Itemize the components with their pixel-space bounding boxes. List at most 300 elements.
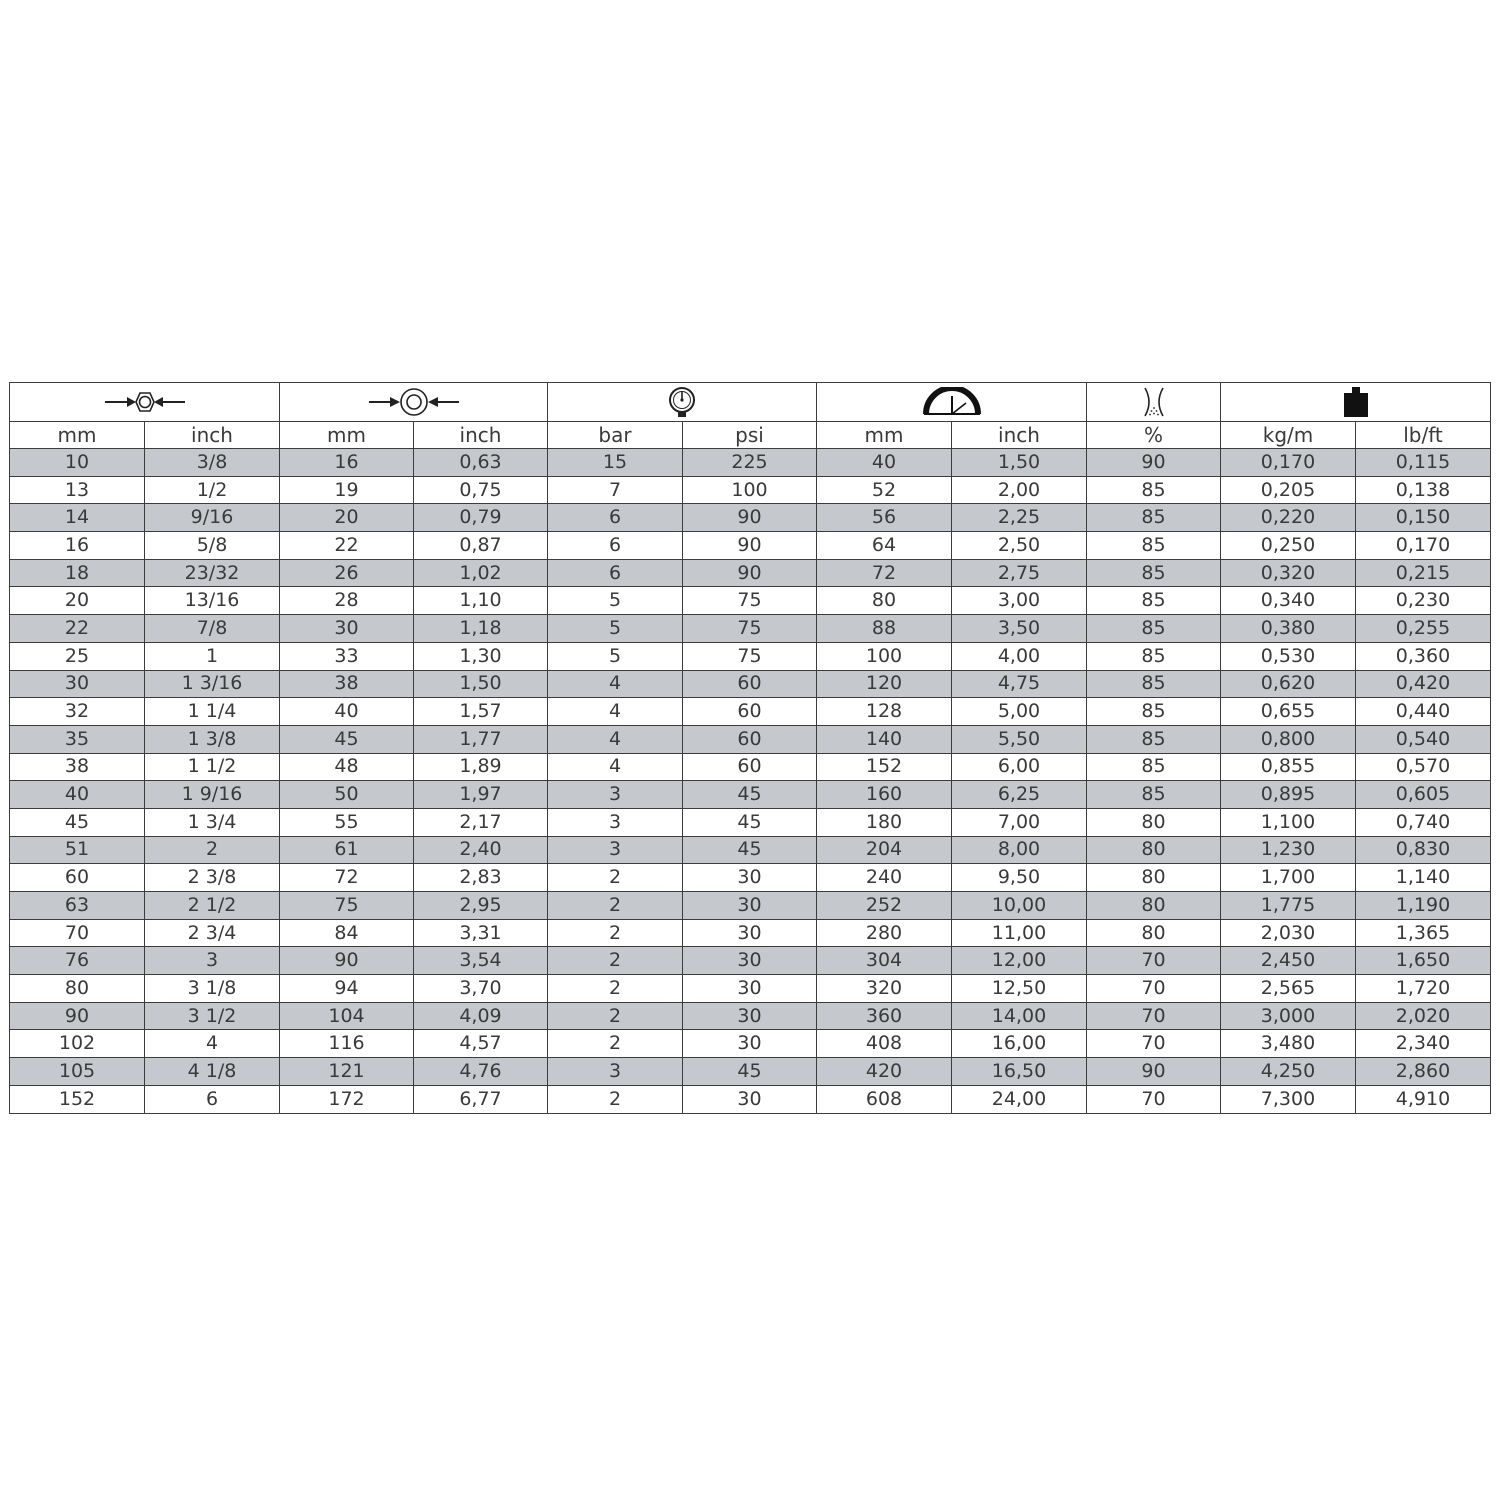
table-cell: 116 bbox=[280, 1030, 414, 1058]
hose-outer-diameter-icon bbox=[367, 387, 461, 417]
table-cell: 3,480 bbox=[1221, 1030, 1356, 1058]
table-cell: 2,020 bbox=[1356, 1002, 1491, 1030]
table-cell: 85 bbox=[1087, 725, 1221, 753]
table-cell: 2,860 bbox=[1356, 1058, 1491, 1086]
table-cell: 80 bbox=[817, 587, 952, 615]
table-cell: 1,02 bbox=[414, 559, 548, 587]
unit-header-row bbox=[10, 422, 1491, 449]
table-cell: 2 bbox=[548, 1030, 683, 1058]
table-cell: 2 bbox=[548, 1002, 683, 1030]
table-cell: 90 bbox=[683, 532, 817, 560]
table-cell: 3,000 bbox=[1221, 1002, 1356, 1030]
hose-specification-table bbox=[9, 382, 1491, 1114]
unit-label: bar bbox=[548, 422, 683, 449]
table-row bbox=[10, 919, 1491, 947]
table-cell: 1,89 bbox=[414, 753, 548, 781]
table-cell: 0,895 bbox=[1221, 781, 1356, 809]
table-cell: 60 bbox=[683, 670, 817, 698]
table-cell: 4,00 bbox=[952, 642, 1087, 670]
table-cell: 1,57 bbox=[414, 698, 548, 726]
table-cell: 40 bbox=[817, 449, 952, 477]
table-cell: 3,54 bbox=[414, 947, 548, 975]
table-cell: 5 bbox=[548, 587, 683, 615]
table-cell: 85 bbox=[1087, 670, 1221, 698]
icon-header-row bbox=[10, 383, 1491, 422]
table-cell: 80 bbox=[10, 975, 145, 1003]
table-row bbox=[10, 1030, 1491, 1058]
table-cell: 1,365 bbox=[1356, 919, 1491, 947]
table-cell: 2,565 bbox=[1221, 975, 1356, 1003]
table-cell: 172 bbox=[280, 1085, 414, 1113]
table-cell: 4 bbox=[145, 1030, 280, 1058]
outer-diameter-header bbox=[280, 383, 548, 422]
table-row bbox=[10, 559, 1491, 587]
table-cell: 0,138 bbox=[1356, 476, 1491, 504]
table-cell: 60 bbox=[10, 864, 145, 892]
table-cell: 0,340 bbox=[1221, 587, 1356, 615]
table-cell: 7,00 bbox=[952, 808, 1087, 836]
table-cell: 88 bbox=[817, 615, 952, 643]
table-cell: 60 bbox=[683, 753, 817, 781]
table-cell: 70 bbox=[10, 919, 145, 947]
table-cell: 2,50 bbox=[952, 532, 1087, 560]
table-cell: 25 bbox=[10, 642, 145, 670]
table-cell: 80 bbox=[1087, 864, 1221, 892]
table-cell: 50 bbox=[280, 781, 414, 809]
table-cell: 0,205 bbox=[1221, 476, 1356, 504]
weight-header bbox=[1221, 383, 1491, 422]
table-cell: 0,150 bbox=[1356, 504, 1491, 532]
table-cell: 55 bbox=[280, 808, 414, 836]
table-cell: 30 bbox=[280, 615, 414, 643]
table-cell: 3/8 bbox=[145, 449, 280, 477]
table-cell: 0,830 bbox=[1356, 836, 1491, 864]
table-cell: 152 bbox=[817, 753, 952, 781]
table-cell: 85 bbox=[1087, 532, 1221, 560]
table-cell: 45 bbox=[683, 808, 817, 836]
vacuum-icon bbox=[1142, 386, 1166, 418]
table-cell: 80 bbox=[1087, 892, 1221, 920]
table-cell: 1,775 bbox=[1221, 892, 1356, 920]
table-cell: 2,40 bbox=[414, 836, 548, 864]
table-cell: 4,250 bbox=[1221, 1058, 1356, 1086]
table-cell: 75 bbox=[683, 642, 817, 670]
table-row bbox=[10, 1002, 1491, 1030]
table-cell: 30 bbox=[683, 1002, 817, 1030]
table-cell: 2,95 bbox=[414, 892, 548, 920]
table-cell: 152 bbox=[10, 1085, 145, 1113]
table-cell: 45 bbox=[683, 836, 817, 864]
table-cell: 94 bbox=[280, 975, 414, 1003]
table-cell: 85 bbox=[1087, 753, 1221, 781]
table-row bbox=[10, 587, 1491, 615]
table-cell: 85 bbox=[1087, 781, 1221, 809]
table-cell: 5 bbox=[548, 642, 683, 670]
table-cell: 104 bbox=[280, 1002, 414, 1030]
table-cell: 1,140 bbox=[1356, 864, 1491, 892]
table-cell: 24,00 bbox=[952, 1085, 1087, 1113]
unit-label: lb/ft bbox=[1356, 422, 1491, 449]
table-row bbox=[10, 504, 1491, 532]
table-cell: 4 bbox=[548, 670, 683, 698]
inner-diameter-header bbox=[10, 383, 280, 422]
table-cell: 408 bbox=[817, 1030, 952, 1058]
table-cell: 0,115 bbox=[1356, 449, 1491, 477]
table-cell: 2 bbox=[548, 947, 683, 975]
table-cell: 0,620 bbox=[1221, 670, 1356, 698]
table-cell: 4 1/8 bbox=[145, 1058, 280, 1086]
table-cell: 72 bbox=[280, 864, 414, 892]
table-cell: 6 bbox=[145, 1085, 280, 1113]
table-cell: 70 bbox=[1087, 1030, 1221, 1058]
unit-label: inch bbox=[414, 422, 548, 449]
table-cell: 360 bbox=[817, 1002, 952, 1030]
table-cell: 16 bbox=[280, 449, 414, 477]
table-cell: 128 bbox=[817, 698, 952, 726]
table-cell: 4,910 bbox=[1356, 1085, 1491, 1113]
table-cell: 1,50 bbox=[414, 670, 548, 698]
table-cell: 9/16 bbox=[145, 504, 280, 532]
table-cell: 0,79 bbox=[414, 504, 548, 532]
table-cell: 30 bbox=[683, 947, 817, 975]
table-cell: 61 bbox=[280, 836, 414, 864]
table-cell: 0,220 bbox=[1221, 504, 1356, 532]
table-cell: 0,440 bbox=[1356, 698, 1491, 726]
table-cell: 45 bbox=[683, 1058, 817, 1086]
table-cell: 14,00 bbox=[952, 1002, 1087, 1030]
table-cell: 85 bbox=[1087, 642, 1221, 670]
table-cell: 102 bbox=[10, 1030, 145, 1058]
table-cell: 26 bbox=[280, 559, 414, 587]
table-cell: 10 bbox=[10, 449, 145, 477]
table-cell: 204 bbox=[817, 836, 952, 864]
table-cell: 0,605 bbox=[1356, 781, 1491, 809]
table-cell: 280 bbox=[817, 919, 952, 947]
table-cell: 2 1/2 bbox=[145, 892, 280, 920]
table-cell: 20 bbox=[10, 587, 145, 615]
table-row bbox=[10, 864, 1491, 892]
unit-label: mm bbox=[280, 422, 414, 449]
table-cell: 85 bbox=[1087, 476, 1221, 504]
table-cell: 75 bbox=[683, 615, 817, 643]
table-cell: 35 bbox=[10, 725, 145, 753]
table-cell: 80 bbox=[1087, 808, 1221, 836]
table-cell: 9,50 bbox=[952, 864, 1087, 892]
unit-label: inch bbox=[145, 422, 280, 449]
table-cell: 0,380 bbox=[1221, 615, 1356, 643]
table-cell: 30 bbox=[10, 670, 145, 698]
table-cell: 56 bbox=[817, 504, 952, 532]
table-cell: 8,00 bbox=[952, 836, 1087, 864]
table-row bbox=[10, 1085, 1491, 1113]
table-cell: 2,030 bbox=[1221, 919, 1356, 947]
table-cell: 45 bbox=[683, 781, 817, 809]
unit-label: mm bbox=[10, 422, 145, 449]
table-cell: 2 bbox=[548, 975, 683, 1003]
table-row bbox=[10, 476, 1491, 504]
table-cell: 608 bbox=[817, 1085, 952, 1113]
table-cell: 90 bbox=[10, 1002, 145, 1030]
table-row bbox=[10, 449, 1491, 477]
table-cell: 2,17 bbox=[414, 808, 548, 836]
table-cell: 13 bbox=[10, 476, 145, 504]
table-cell: 85 bbox=[1087, 615, 1221, 643]
table-cell: 0,360 bbox=[1356, 642, 1491, 670]
table-cell: 140 bbox=[817, 725, 952, 753]
table-cell: 100 bbox=[817, 642, 952, 670]
table-cell: 2 bbox=[145, 836, 280, 864]
table-cell: 13/16 bbox=[145, 587, 280, 615]
table-row bbox=[10, 642, 1491, 670]
table-cell: 4,09 bbox=[414, 1002, 548, 1030]
table-cell: 64 bbox=[817, 532, 952, 560]
table-cell: 30 bbox=[683, 864, 817, 892]
hose-inner-diameter-icon bbox=[103, 388, 187, 416]
table-cell: 420 bbox=[817, 1058, 952, 1086]
table-cell: 4 bbox=[548, 753, 683, 781]
table-cell: 1 3/16 bbox=[145, 670, 280, 698]
table-cell: 40 bbox=[10, 781, 145, 809]
table-cell: 45 bbox=[10, 808, 145, 836]
table-cell: 3,31 bbox=[414, 919, 548, 947]
table-cell: 70 bbox=[1087, 975, 1221, 1003]
table-cell: 85 bbox=[1087, 504, 1221, 532]
table-cell: 1,720 bbox=[1356, 975, 1491, 1003]
table-cell: 6 bbox=[548, 559, 683, 587]
table-cell: 2,00 bbox=[952, 476, 1087, 504]
table-cell: 5 bbox=[548, 615, 683, 643]
table-cell: 60 bbox=[683, 725, 817, 753]
table-cell: 0,255 bbox=[1356, 615, 1491, 643]
table-cell: 3 bbox=[145, 947, 280, 975]
table-cell: 0,655 bbox=[1221, 698, 1356, 726]
table-cell: 45 bbox=[280, 725, 414, 753]
table-cell: 5,50 bbox=[952, 725, 1087, 753]
table-cell: 2,450 bbox=[1221, 947, 1356, 975]
table-cell: 1 3/4 bbox=[145, 808, 280, 836]
table-cell: 90 bbox=[1087, 449, 1221, 477]
table-row bbox=[10, 725, 1491, 753]
table-cell: 1,77 bbox=[414, 725, 548, 753]
table-cell: 6 bbox=[548, 504, 683, 532]
table-cell: 1/2 bbox=[145, 476, 280, 504]
table-row bbox=[10, 947, 1491, 975]
table-cell: 1,190 bbox=[1356, 892, 1491, 920]
table-row bbox=[10, 1058, 1491, 1086]
weight-icon bbox=[1342, 386, 1370, 418]
table-cell: 72 bbox=[817, 559, 952, 587]
table-cell: 3 1/8 bbox=[145, 975, 280, 1003]
table-cell: 7,300 bbox=[1221, 1085, 1356, 1113]
table-cell: 1,10 bbox=[414, 587, 548, 615]
table-cell: 19 bbox=[280, 476, 414, 504]
table-cell: 90 bbox=[683, 504, 817, 532]
table-cell: 0,170 bbox=[1221, 449, 1356, 477]
working-pressure-header bbox=[548, 383, 817, 422]
table-cell: 4 bbox=[548, 725, 683, 753]
table-cell: 2,75 bbox=[952, 559, 1087, 587]
table-cell: 2,25 bbox=[952, 504, 1087, 532]
table-cell: 225 bbox=[683, 449, 817, 477]
table-cell: 2 bbox=[548, 892, 683, 920]
table-row bbox=[10, 836, 1491, 864]
table-row bbox=[10, 892, 1491, 920]
table-cell: 160 bbox=[817, 781, 952, 809]
table-cell: 22 bbox=[280, 532, 414, 560]
table-cell: 16,00 bbox=[952, 1030, 1087, 1058]
table-cell: 63 bbox=[10, 892, 145, 920]
table-cell: 38 bbox=[10, 753, 145, 781]
unit-label: mm bbox=[817, 422, 952, 449]
table-cell: 70 bbox=[1087, 1002, 1221, 1030]
table-cell: 0,530 bbox=[1221, 642, 1356, 670]
vacuum-header bbox=[1087, 383, 1221, 422]
table-cell: 76 bbox=[10, 947, 145, 975]
table-cell: 1,30 bbox=[414, 642, 548, 670]
table-cell: 1,97 bbox=[414, 781, 548, 809]
bend-radius-header bbox=[817, 383, 1087, 422]
table-row bbox=[10, 532, 1491, 560]
table-cell: 0,170 bbox=[1356, 532, 1491, 560]
table-cell: 80 bbox=[1087, 836, 1221, 864]
table-cell: 2 3/4 bbox=[145, 919, 280, 947]
table-cell: 0,75 bbox=[414, 476, 548, 504]
table-cell: 30 bbox=[683, 1085, 817, 1113]
table-cell: 90 bbox=[683, 559, 817, 587]
table-cell: 52 bbox=[817, 476, 952, 504]
table-cell: 1,50 bbox=[952, 449, 1087, 477]
table-cell: 30 bbox=[683, 975, 817, 1003]
table-cell: 16,50 bbox=[952, 1058, 1087, 1086]
table-cell: 120 bbox=[817, 670, 952, 698]
table-row bbox=[10, 808, 1491, 836]
bend-radius-icon bbox=[922, 387, 982, 417]
table-cell: 2 3/8 bbox=[145, 864, 280, 892]
table-cell: 23/32 bbox=[145, 559, 280, 587]
table-cell: 240 bbox=[817, 864, 952, 892]
table-cell: 4,75 bbox=[952, 670, 1087, 698]
table-cell: 2,340 bbox=[1356, 1030, 1491, 1058]
table-cell: 75 bbox=[683, 587, 817, 615]
table-cell: 1,700 bbox=[1221, 864, 1356, 892]
table-cell: 22 bbox=[10, 615, 145, 643]
table-cell: 14 bbox=[10, 504, 145, 532]
table-cell: 0,250 bbox=[1221, 532, 1356, 560]
unit-label: kg/m bbox=[1221, 422, 1356, 449]
table-cell: 5/8 bbox=[145, 532, 280, 560]
table-cell: 30 bbox=[683, 919, 817, 947]
table-row bbox=[10, 615, 1491, 643]
table-row bbox=[10, 975, 1491, 1003]
table-cell: 12,00 bbox=[952, 947, 1087, 975]
table-cell: 16 bbox=[10, 532, 145, 560]
table-cell: 1,18 bbox=[414, 615, 548, 643]
table-cell: 1,230 bbox=[1221, 836, 1356, 864]
table-cell: 85 bbox=[1087, 559, 1221, 587]
table-cell: 0,215 bbox=[1356, 559, 1491, 587]
table-cell: 75 bbox=[280, 892, 414, 920]
table-cell: 33 bbox=[280, 642, 414, 670]
table-cell: 1 bbox=[145, 642, 280, 670]
table-cell: 1,650 bbox=[1356, 947, 1491, 975]
table-cell: 0,420 bbox=[1356, 670, 1491, 698]
table-cell: 12,50 bbox=[952, 975, 1087, 1003]
table-cell: 7 bbox=[548, 476, 683, 504]
table-row bbox=[10, 781, 1491, 809]
table-cell: 3,50 bbox=[952, 615, 1087, 643]
table-cell: 10,00 bbox=[952, 892, 1087, 920]
table-cell: 84 bbox=[280, 919, 414, 947]
table-cell: 4 bbox=[548, 698, 683, 726]
table-cell: 0,87 bbox=[414, 532, 548, 560]
table-cell: 3 bbox=[548, 808, 683, 836]
table-cell: 48 bbox=[280, 753, 414, 781]
table-cell: 2 bbox=[548, 919, 683, 947]
table-row bbox=[10, 753, 1491, 781]
table-cell: 2,83 bbox=[414, 864, 548, 892]
table-cell: 4,57 bbox=[414, 1030, 548, 1058]
table-cell: 6 bbox=[548, 532, 683, 560]
table-cell: 1 9/16 bbox=[145, 781, 280, 809]
table-cell: 0,320 bbox=[1221, 559, 1356, 587]
table-cell: 3 1/2 bbox=[145, 1002, 280, 1030]
table-cell: 3 bbox=[548, 781, 683, 809]
table-cell: 15 bbox=[548, 449, 683, 477]
table-cell: 6,77 bbox=[414, 1085, 548, 1113]
table-cell: 320 bbox=[817, 975, 952, 1003]
table-cell: 30 bbox=[683, 892, 817, 920]
table-cell: 3 bbox=[548, 836, 683, 864]
table-cell: 5,00 bbox=[952, 698, 1087, 726]
table-cell: 90 bbox=[280, 947, 414, 975]
table-cell: 4,76 bbox=[414, 1058, 548, 1086]
table-cell: 40 bbox=[280, 698, 414, 726]
table-cell: 1 1/2 bbox=[145, 753, 280, 781]
table-cell: 11,00 bbox=[952, 919, 1087, 947]
table-cell: 304 bbox=[817, 947, 952, 975]
table-cell: 0,740 bbox=[1356, 808, 1491, 836]
table-cell: 28 bbox=[280, 587, 414, 615]
table-cell: 1,100 bbox=[1221, 808, 1356, 836]
pressure-gauge-icon bbox=[667, 386, 697, 418]
unit-label: psi bbox=[683, 422, 817, 449]
table-cell: 6,00 bbox=[952, 753, 1087, 781]
table-cell: 2 bbox=[548, 864, 683, 892]
unit-label: % bbox=[1087, 422, 1221, 449]
table-cell: 3,00 bbox=[952, 587, 1087, 615]
table-cell: 105 bbox=[10, 1058, 145, 1086]
table-cell: 20 bbox=[280, 504, 414, 532]
table-cell: 0,800 bbox=[1221, 725, 1356, 753]
table-cell: 80 bbox=[1087, 919, 1221, 947]
table-cell: 121 bbox=[280, 1058, 414, 1086]
table-cell: 3 bbox=[548, 1058, 683, 1086]
table-cell: 3,70 bbox=[414, 975, 548, 1003]
table-cell: 6,25 bbox=[952, 781, 1087, 809]
table-cell: 0,570 bbox=[1356, 753, 1491, 781]
table-cell: 0,63 bbox=[414, 449, 548, 477]
table-cell: 60 bbox=[683, 698, 817, 726]
table-cell: 70 bbox=[1087, 947, 1221, 975]
table-cell: 90 bbox=[1087, 1058, 1221, 1086]
table-cell: 38 bbox=[280, 670, 414, 698]
table-cell: 180 bbox=[817, 808, 952, 836]
table-row bbox=[10, 698, 1491, 726]
table-cell: 2 bbox=[548, 1085, 683, 1113]
table-cell: 70 bbox=[1087, 1085, 1221, 1113]
table-cell: 7/8 bbox=[145, 615, 280, 643]
unit-label: inch bbox=[952, 422, 1087, 449]
